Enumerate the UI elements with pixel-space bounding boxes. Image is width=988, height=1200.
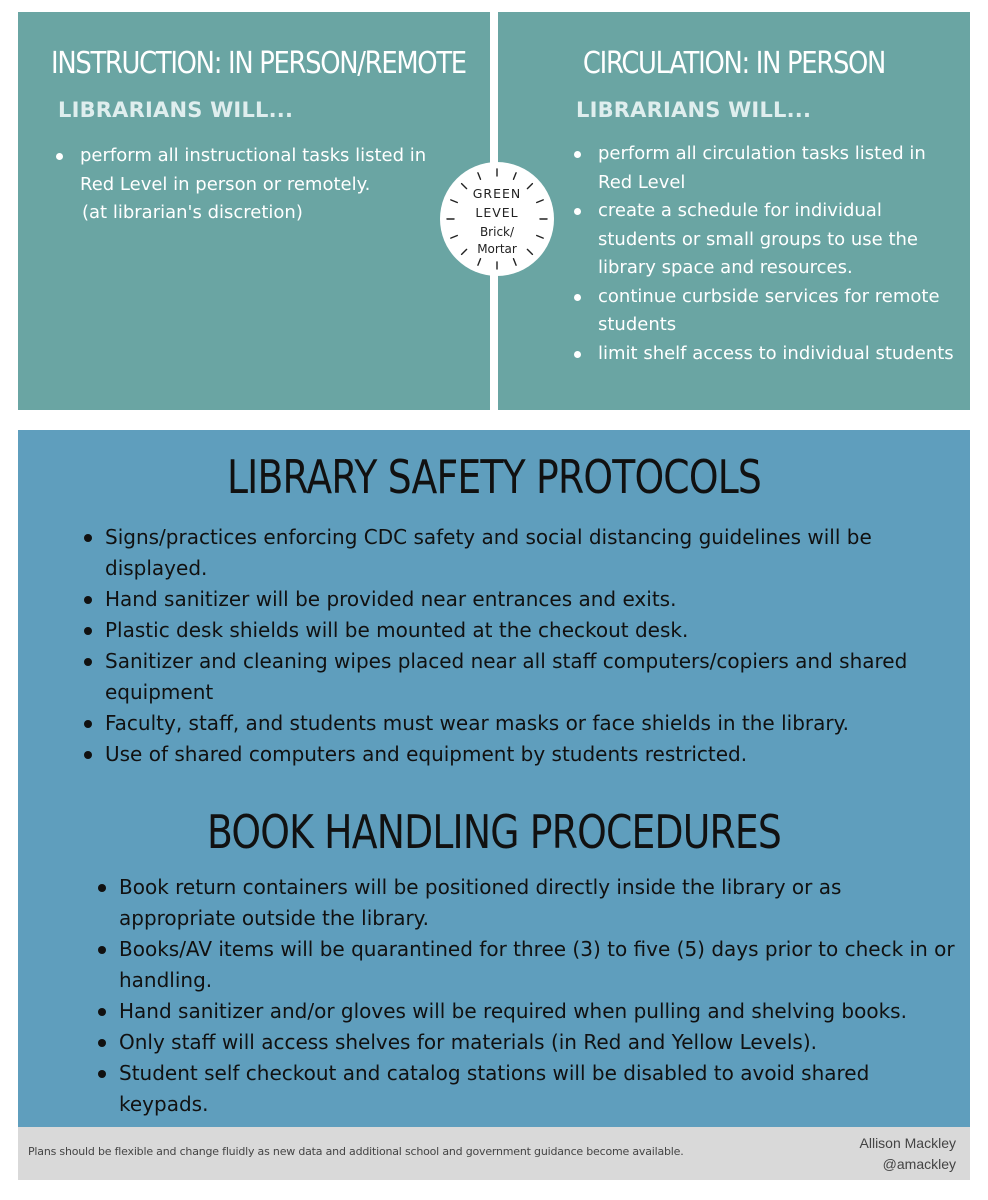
badge-label-brick: Brick/: [479, 225, 515, 239]
book-handling-list: [98, 872, 958, 1120]
list-item: Faculty, staff, and students must wear masks or face shields in the library.: [84, 708, 944, 739]
badge-label-level: LEVEL: [475, 205, 519, 220]
list-item: Signs/practices enforcing CDC safety and social distancing guidelines will be displayed.: [84, 522, 944, 584]
author-handle: @amackley: [882, 1156, 956, 1172]
list-item: Hand sanitizer and/or gloves will be required when pulling and shelving books.: [98, 996, 958, 1027]
list-item: continue curbside services for remote students: [574, 283, 954, 340]
list-item: Book return containers will be positioned directly inside the library or as appropriate outside the library.: [98, 872, 958, 934]
instruction-title: INSTRUCTION: IN PERSON/REMOTE: [51, 46, 466, 81]
list-item: limit shelf access to individual students: [574, 340, 954, 369]
book-handling-heading: BOOK HANDLING PROCEDURES: [206, 805, 782, 859]
list-item: Only staff will access shelves for materials (in Red and Yellow Levels).: [98, 1027, 958, 1058]
protocols-section: [18, 430, 970, 1127]
badge-label-green: GREEN: [472, 186, 522, 201]
list-item: perform all instructional tasks listed in Red Level in person or remotely.: [56, 142, 456, 199]
footer-note: Plans should be flexible and change fluidly as new data and additional school and government guidance become available.: [28, 1145, 684, 1158]
instruction-subtitle: LIBRARIANS WILL...: [58, 98, 294, 122]
circulation-panel: [498, 12, 970, 410]
instruction-list: [56, 142, 456, 228]
circulation-subtitle: LIBRARIANS WILL...: [576, 98, 812, 122]
list-item: perform all circulation tasks listed in Red Level: [574, 140, 954, 197]
list-item: Hand sanitizer will be provided near entrances and exits.: [84, 584, 944, 615]
list-item: create a schedule for individual students or small groups to use the library space and resources.: [574, 197, 954, 283]
author-name: Allison Mackley: [859, 1135, 956, 1151]
safety-list: [84, 522, 944, 770]
green-level-badge: [440, 162, 554, 276]
list-item: Student self checkout and catalog stations will be disabled to avoid shared keypads.: [98, 1058, 958, 1120]
list-item: Books/AV items will be quarantined for three (3) to five (5) days prior to check in or handling.: [98, 934, 958, 996]
safety-heading: LIBRARY SAFETY PROTOCOLS: [226, 450, 762, 504]
footer: [18, 1127, 970, 1180]
list-item-note: (at librarian's discretion): [82, 202, 303, 223]
circulation-list: [574, 140, 954, 368]
list-item: Use of shared computers and equipment by students restricted.: [84, 739, 944, 770]
circulation-title: CIRCULATION: IN PERSON: [582, 46, 886, 81]
instruction-panel: [18, 12, 490, 410]
author-credit: [860, 1133, 956, 1175]
badge-label-mortar: Mortar: [477, 242, 517, 256]
list-item: Sanitizer and cleaning wipes placed near all staff computers/copiers and shared equipment: [84, 646, 944, 708]
list-item: Plastic desk shields will be mounted at the checkout desk.: [84, 615, 944, 646]
